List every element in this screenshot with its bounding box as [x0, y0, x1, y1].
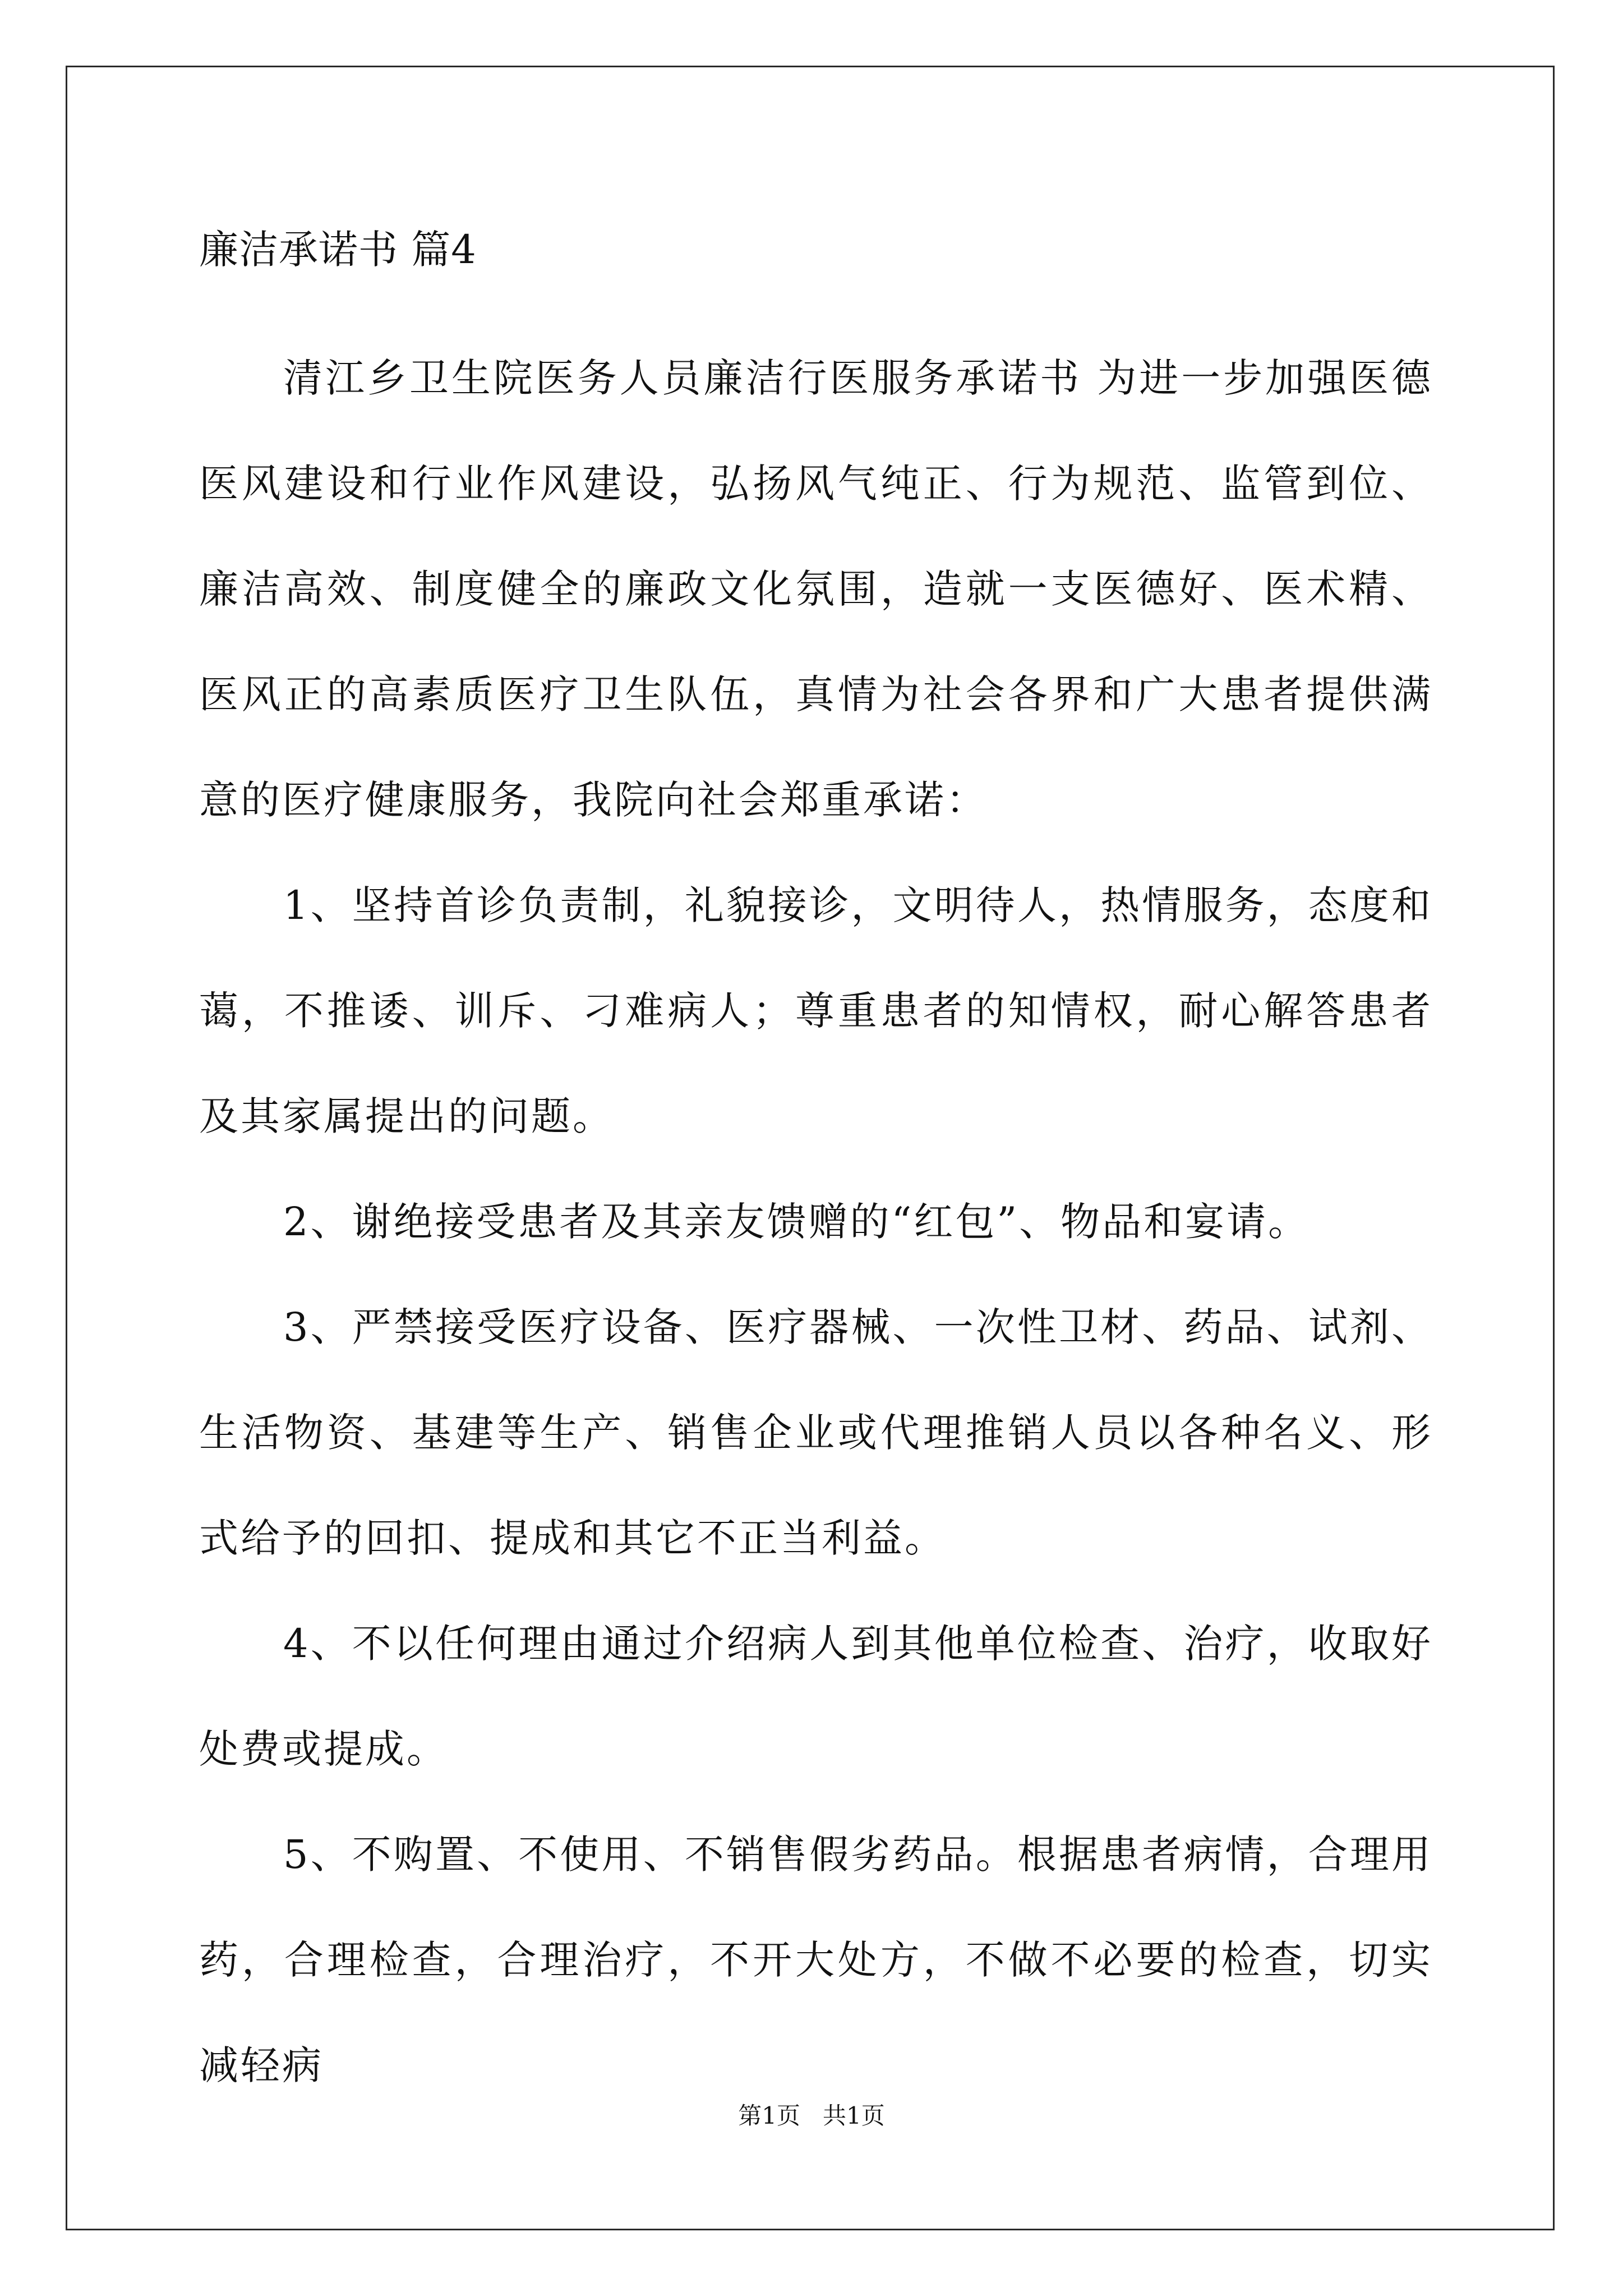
document-title: 廉洁承诺书 篇4 [199, 227, 477, 273]
page-footer: 第1页 共1页 [738, 2102, 885, 2129]
paragraph-item-3: 3、严禁接受医疗设备、医疗器械、一次性卫材、药品、试剂、生活物资、基建等生产、销售企业或代理推销人员以各种名义、形式给予的回扣、提成和其它不正当利益。 [199, 1304, 1433, 1561]
document-body [199, 222, 1433, 2118]
paragraph-intro: 清江乡卫生院医务人员廉洁行医服务承诺书 为进一步加强医德医风建设和行业作风建设，弘扬风气纯正、行为规范、监管到位、廉洁高效、制度健全的廉政文化氛围，造就一支医德好、医术精、医风正的高素质医疗卫生队伍，真情为社会各界和广大患者提供满意的医疗健康服务，我院向社会郑重承诺： [199, 355, 1433, 823]
paragraph-item-1: 1、坚持首诊负责制，礼貌接诊，文明待人，热情服务，态度和蔼，不推诿、训斥、刁难病人；尊重患者的知情权，耐心解答患者及其家属提出的问题。 [199, 882, 1433, 1139]
paragraph-item-5: 5、不购置、不使用、不销售假劣药品。根据患者病情，合理用药，合理检查，合理治疗，不开大处方，不做不必要的检查，切实减轻病 [199, 1832, 1433, 2088]
paragraph-item-2: 2、谢绝接受患者及其亲友馈赠的“红包”、物品和宴请。 [283, 1199, 1310, 1245]
paragraph-item-4: 4、不以任何理由通过介绍病人到其他单位检查、治疗，收取好处费或提成。 [199, 1621, 1433, 1772]
